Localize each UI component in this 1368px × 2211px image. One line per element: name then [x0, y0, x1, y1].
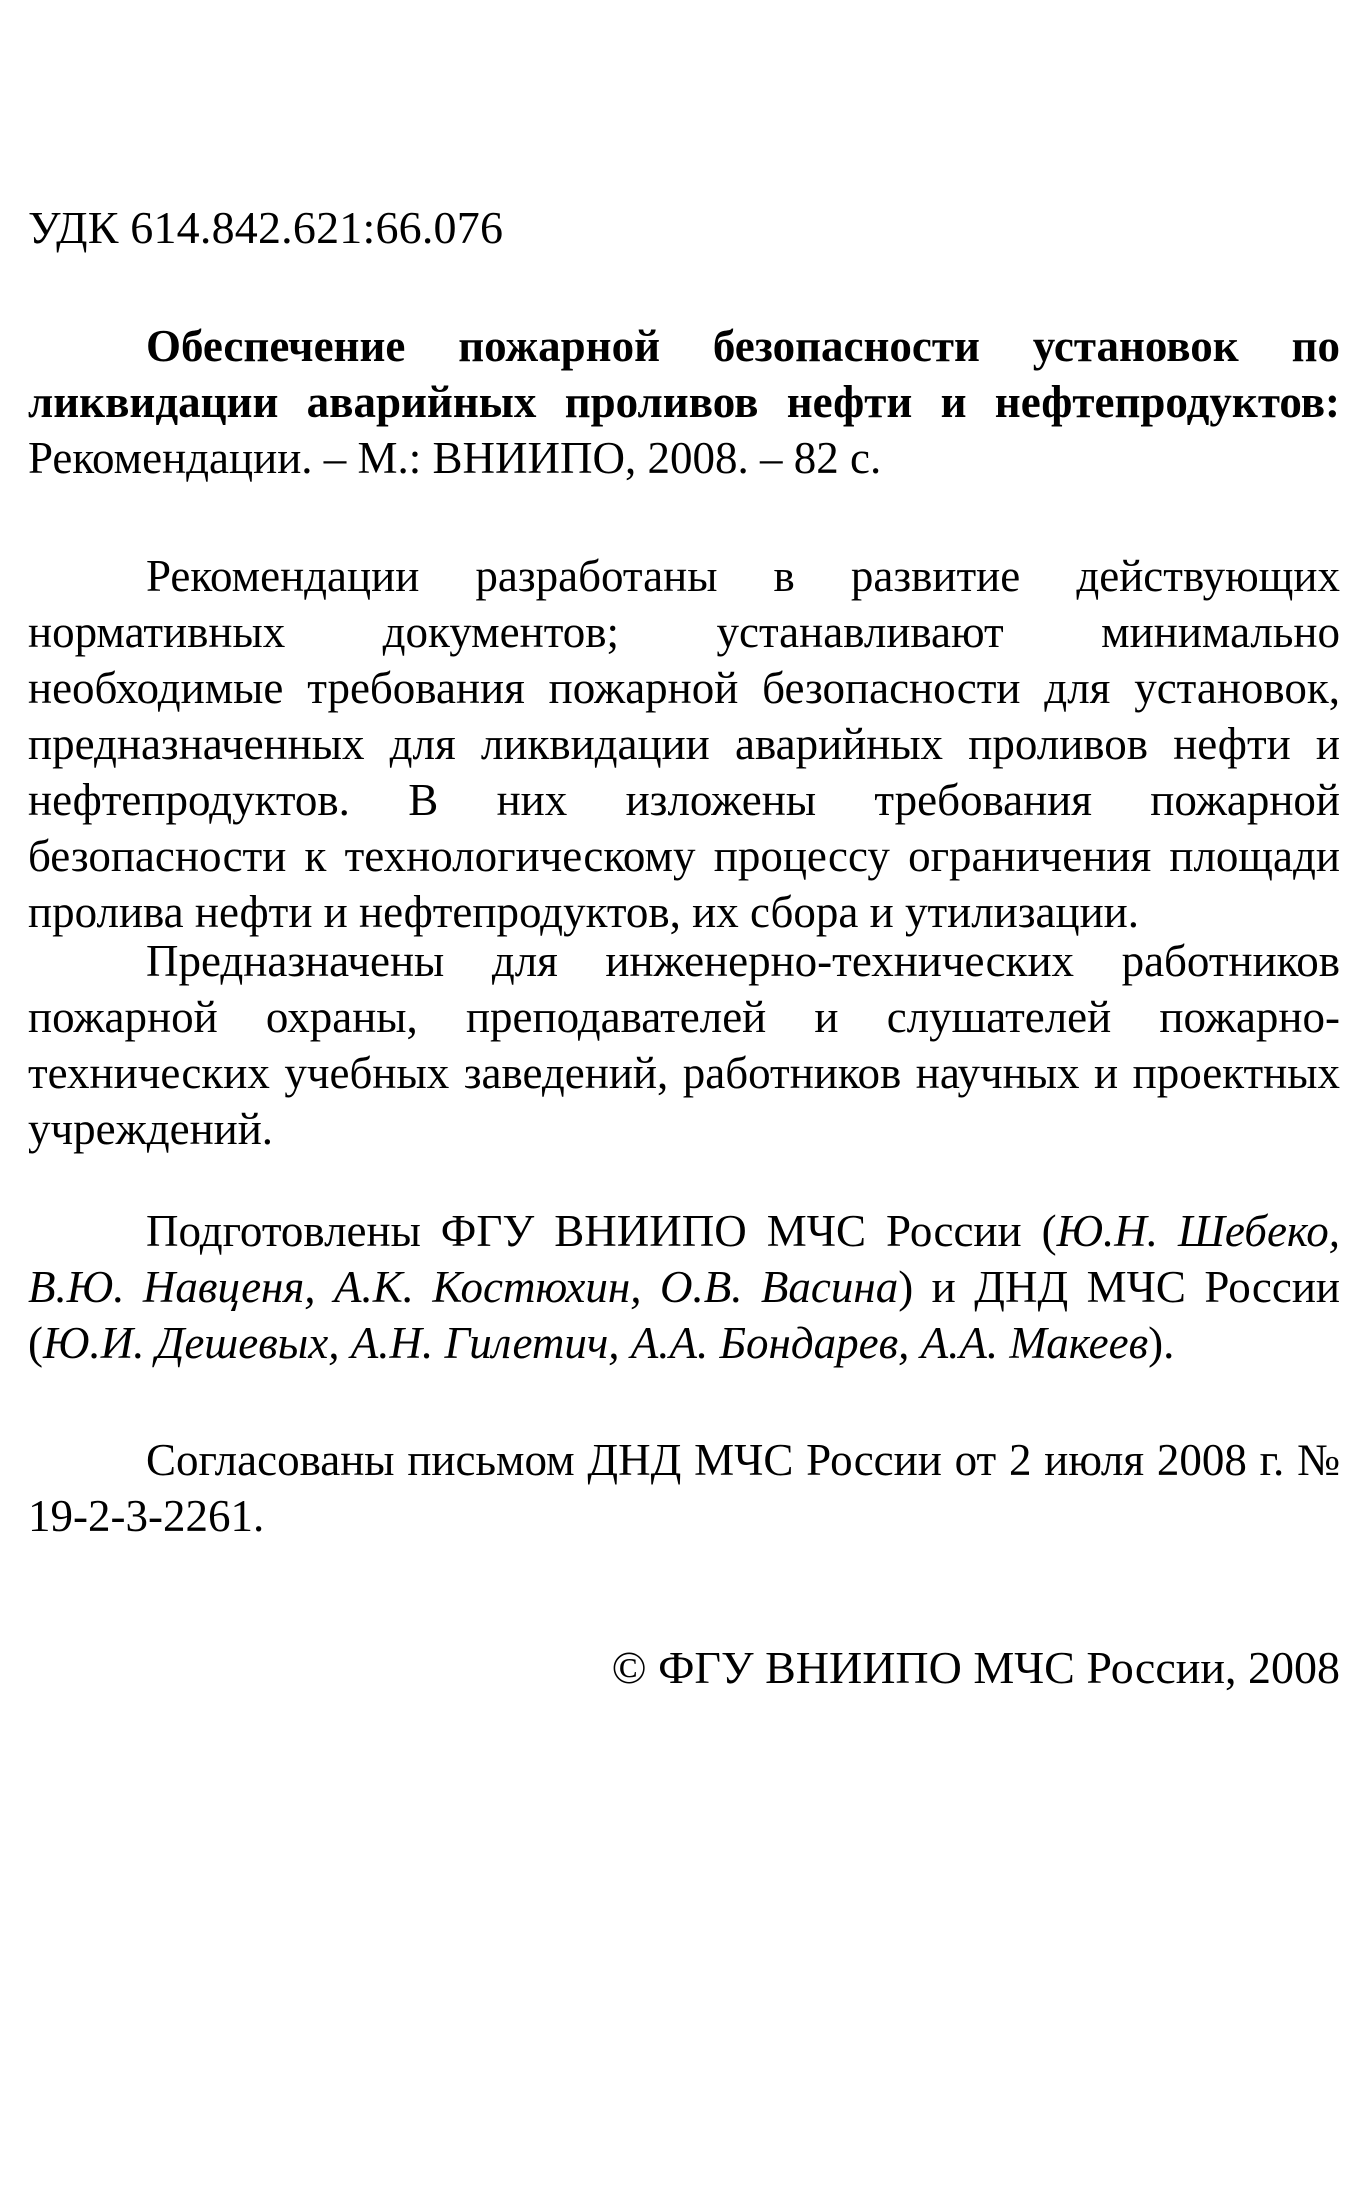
authors-paragraph	[28, 1203, 1340, 1371]
bibliographic-title	[28, 318, 1340, 486]
title-rest: Рекомендации. – М.: ВНИИПО, 2008. – 82 с.	[28, 433, 882, 483]
authors-middle: ) и ДНД МЧС России (	[28, 1262, 1341, 1368]
abstract-paragraph: Рекомендации разработаны в развитие действующих нормативных документов; устанавливают минимально необходимые требования пожарной безопасности для установок, предназначенных для ликвидации аварийных проливов нефти и нефтепродуктов. В них изложены требования пожарной безопасности к технологическому процессу ограничения площади пролива нефти и нефтепродуктов, их сбора и утилизации.	[28, 551, 1340, 937]
authors-lead: Подготовлены ФГУ ВНИИПО МЧС России (	[146, 1206, 1057, 1256]
udk-code: УДК 614.842.621:66.076	[28, 202, 504, 253]
copyright-notice: © ФГУ ВНИИПО МЧС России, 2008	[611, 1642, 1340, 1693]
document-page	[28, 0, 1340, 2211]
authors-tail: ).	[1148, 1318, 1175, 1368]
approval-paragraph: Согласованы письмом ДНД МЧС России от 2 июля 2008 г. № 19-2-3-2261.	[28, 1435, 1340, 1541]
authors-group-2: Ю.И. Дешевых, А.Н. Гилетич, А.А. Бондарев, А.А. Макеев	[43, 1318, 1149, 1368]
title-bold: Обеспечение пожарной безопасности установок по ликвидации аварийных проливов нефти и нефтепродуктов:	[28, 321, 1340, 427]
audience-paragraph: Предназначены для инженерно-технических работников пожарной охраны, преподавателей и слушателей пожарно-технических учебных заведений, работников научных и проектных учреждений.	[28, 936, 1340, 1154]
authors-group-1: Ю.Н. Шебеко, В.Ю. Навценя, А.К. Костюхин, О.В. Васина	[28, 1206, 1340, 1312]
